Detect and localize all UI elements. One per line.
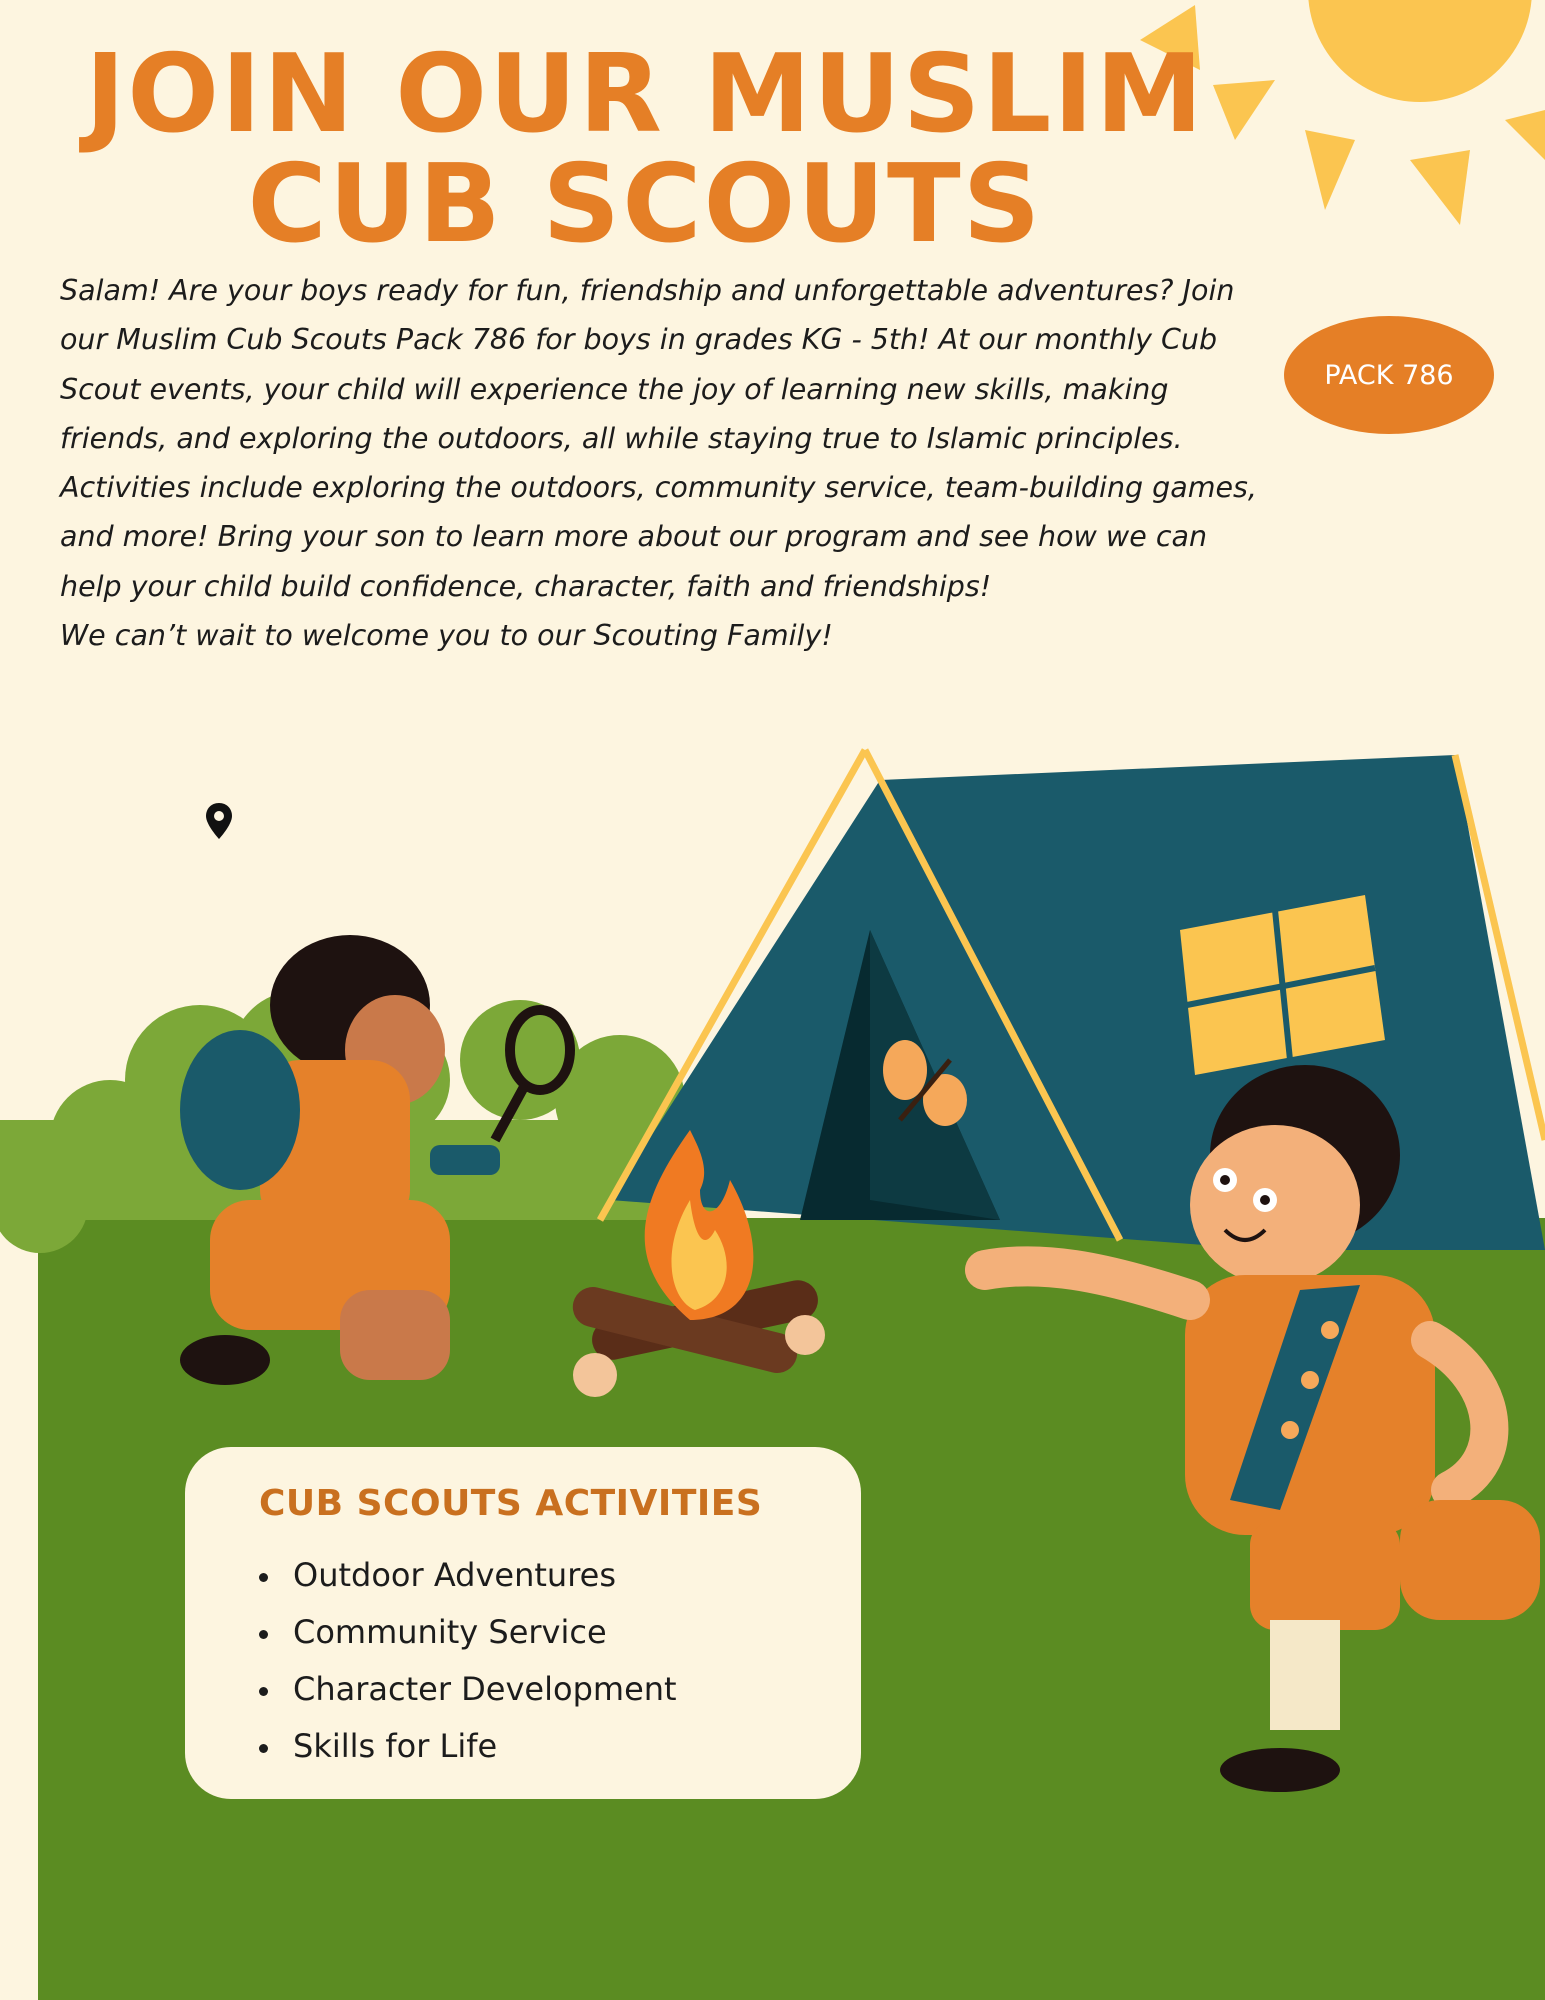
intro-closing: We can’t wait to welcome you to our Scouting Family! — [60, 619, 833, 653]
list-item: Skills for Life — [235, 1718, 677, 1775]
list-item: Outdoor Adventures — [235, 1547, 677, 1604]
page-title — [0, 32, 1290, 267]
list-item: Character Development — [235, 1661, 677, 1718]
activities-heading: CUB SCOUTS ACTIVITIES — [259, 1483, 763, 1524]
title-line-2: CUB SCOUTS — [247, 142, 1043, 267]
tent-illustration — [600, 750, 1545, 1250]
activities-list — [235, 1547, 677, 1775]
intro-text — [60, 266, 1260, 660]
activities-card — [185, 1447, 861, 1799]
intro-paragraph: Salam! Are your boys ready for fun, friendship and unforgettable adventures? Join our Muslim Cub Scouts Pack 786 for boys in grades KG - 5th! At our monthly Cub Scout events, your child will experience the joy of learning new skills, making friends, and exploring the outdoors, all while staying true to Islamic principles. Activities include exploring the outdoors, community service, team-building games, and more! Bring your son to learn more about our program and see how we can help your child build confidence, character, faith and friendships! — [60, 274, 1257, 603]
title-line-1: JOIN OUR MUSLIM — [85, 32, 1205, 157]
pack-badge: PACK 786 — [1284, 316, 1494, 434]
list-item: Community Service — [235, 1604, 677, 1661]
